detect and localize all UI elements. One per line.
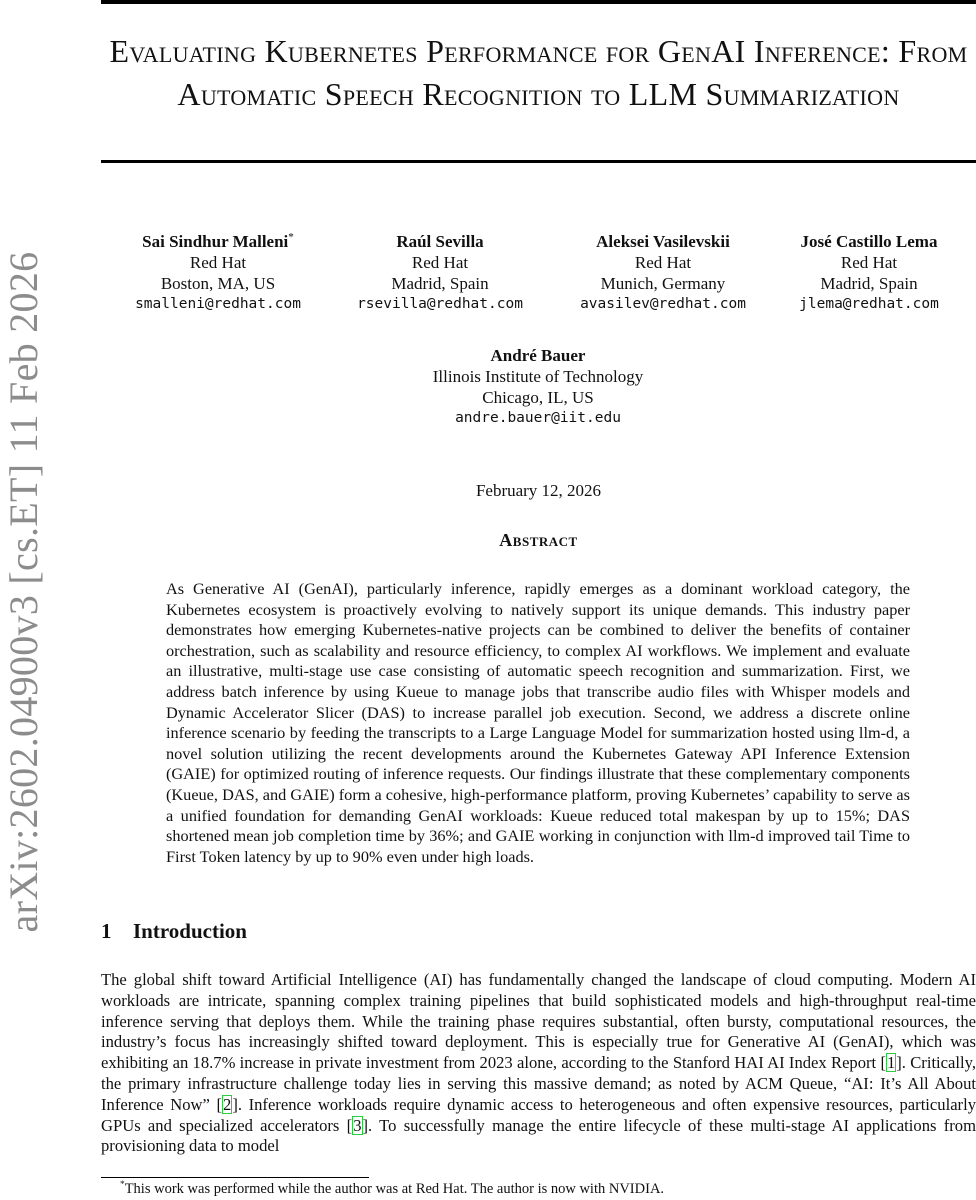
- author-block: [565, 231, 761, 315]
- author-name: Sai Sindhur Malleni: [142, 232, 289, 251]
- author-name: José Castillo Lema: [800, 232, 938, 251]
- title-bottom-rule: [101, 160, 976, 163]
- author-affiliation: Red Hat: [634, 253, 692, 272]
- author-location: Madrid, Spain: [820, 274, 918, 293]
- author-affiliation: Red Hat: [840, 253, 898, 272]
- author-location: Munich, Germany: [600, 274, 726, 293]
- section-title: Introduction: [133, 919, 247, 943]
- author-name-line: [125, 231, 311, 252]
- footnote-rule: [101, 1177, 369, 1178]
- author-name: Aleksei Vasilevskii: [596, 232, 730, 251]
- author-block: [401, 345, 675, 429]
- author-email: smalleni@redhat.com: [135, 296, 301, 312]
- arxiv-identifier: arXiv:2602.04900v3 [cs.ET] 11 Feb 2026: [1, 251, 46, 933]
- author-name: André Bauer: [490, 346, 586, 365]
- author-email: avasilev@redhat.com: [580, 296, 746, 312]
- footnote: [120, 1180, 664, 1198]
- author-affiliation: Red Hat: [411, 253, 469, 272]
- footnote-mark: *: [120, 1180, 125, 1191]
- intro-text: ]. To successfully manage the entire lifecycle of these multi-stage AI applications from provisioning data to model: [101, 1115, 976, 1156]
- abstract-heading: Abstract: [499, 530, 578, 550]
- publication-date: February 12, 2026: [475, 481, 602, 500]
- author-block: [784, 231, 954, 315]
- intro-paragraph: [101, 970, 976, 1157]
- abstract-text: As Generative AI (GenAI), particularly inference, rapidly emerges as a dominant workload category, the Kubernetes ecosystem is proactively evolving to natively support its unique demands. This industry paper demonstrates how emerging Kubernetes-native projects can be combined to deliver the benefits of container orchestration, such as scalability and resource efficiency, to complex AI workflows. We implement and evaluate an illustrative, multi-stage use case consisting of automatic speech recognition and summarization. First, we address batch inference by using Kueue to manage jobs that transcribe audio files with Whisper models and Dynamic Accelerator Slicer (DAS) to increase parallel job execution. Second, we address a discrete online inference scenario by feeding the transcripts to a Large Language Model for summarization hosted using llm-d, a novel solution utilizing the recent developments around the Kubernetes Gateway API Inference Extension (GAIE) for optimized routing of inference requests. Our findings illustrate that these complementary components (Kueue, DAS, and GAIE) form a cohesive, high-performance platform, proving Kubernetes’ capability to serve as a unified foundation for demanding GenAI workloads: Kueue reduced total makespan by up to 15%; DAS shortened mean job completion time by 36%; and GAIE working in conjunction with llm-d improved tail Time to First Token latency by up to 90% even under high loads.: [166, 579, 910, 866]
- title-top-rule: [101, 0, 976, 4]
- author-email: jlema@redhat.com: [799, 296, 939, 312]
- citation-link[interactable]: 1: [886, 1053, 896, 1073]
- intro-text: The global shift toward Artificial Intelligence (AI) has fundamentally changed the landscape of cloud computing. Modern AI workloads are intricate, spanning complex training pipelines that build sophisticated models and high-throughput real-time inference serving that deploys them. While the training phase requires substantial, often bursty, computational resources, the industry’s focus has increasingly shifted toward deployment. This is especially true for Generative AI (GenAI), which was exhibiting an 18.7% increase in private investment from 2023 alone, according to the Stanford HAI AI Index Report [: [101, 970, 976, 1073]
- citation-link[interactable]: 2: [223, 1094, 232, 1114]
- paper-title: Evaluating Kubernetes Performance for GenAI Inference: From Automatic Speech Recognition to LLM Summarization: [109, 33, 968, 112]
- author-affiliation: Illinois Institute of Technology: [432, 367, 644, 386]
- section-number: 1: [101, 919, 112, 943]
- author-affiliation: Red Hat: [189, 253, 247, 272]
- author-email: rsevilla@redhat.com: [357, 296, 523, 312]
- author-footnote-mark: *: [288, 231, 294, 244]
- author-block: [125, 231, 311, 315]
- author-location: Chicago, IL, US: [482, 388, 594, 407]
- intro-text: ]. Critically, the primary infrastructure challenge today lies in serving this massive demand; as noted by ACM Queue, “AI: It’s All About Inference Now” [: [101, 1053, 976, 1114]
- section-heading: [101, 919, 247, 944]
- footnote-text: This work was performed while the author was at Red Hat. The author is now with NVIDIA.: [124, 1181, 665, 1197]
- author-location: Madrid, Spain: [391, 274, 489, 293]
- author-block: [344, 231, 536, 315]
- author-name: Raúl Sevilla: [396, 232, 484, 251]
- author-location: Boston, MA, US: [160, 274, 276, 293]
- author-email: andre.bauer@iit.edu: [455, 410, 621, 426]
- citation-link[interactable]: 3: [353, 1115, 362, 1135]
- intro-text: ]. Inference workloads require dynamic access to heterogeneous and often expensive resources, particularly GPUs and specialized accelerators [: [101, 1094, 976, 1135]
